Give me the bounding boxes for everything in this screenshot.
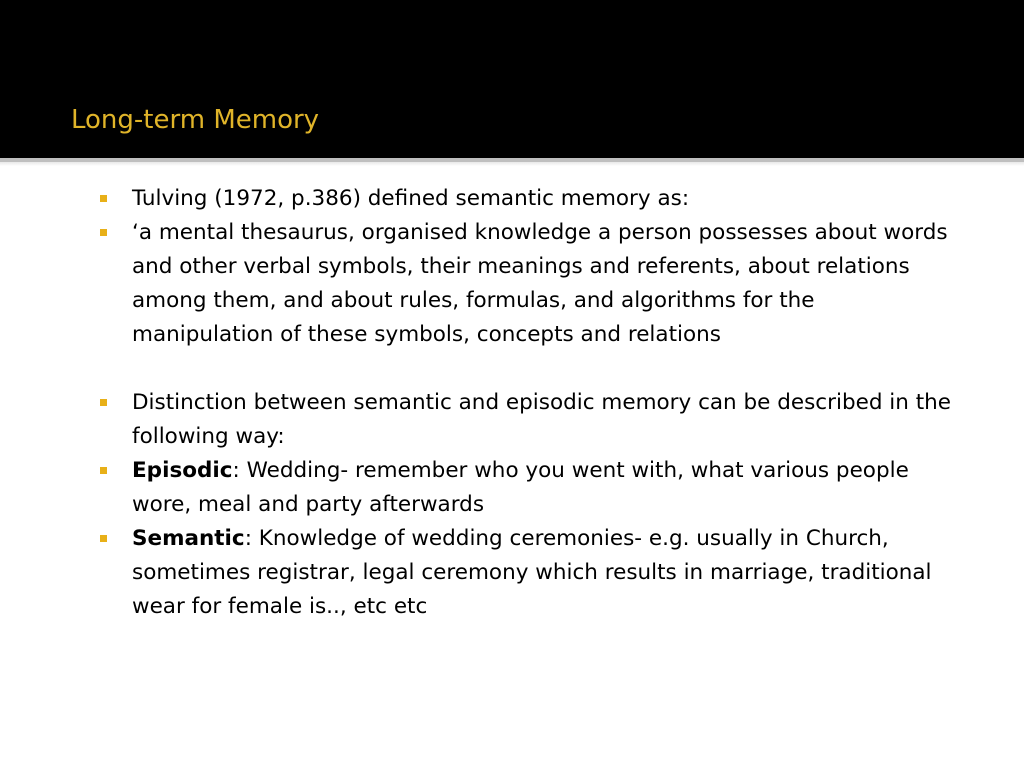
bullet-item bbox=[100, 522, 960, 624]
bullet-item bbox=[100, 216, 960, 352]
bullet-item bbox=[100, 454, 960, 522]
bullet-item bbox=[100, 386, 960, 454]
square-bullet-icon bbox=[100, 467, 107, 474]
square-bullet-icon bbox=[100, 535, 107, 542]
bullet-text: : Knowledge of wedding ceremonies- e.g. usually in Church, sometimes registrar, legal ceremony which results in marriage, traditional wear for female is.., etc etc bbox=[132, 526, 932, 619]
title-band bbox=[0, 0, 1024, 158]
bullet-term: Semantic bbox=[132, 526, 245, 551]
square-bullet-icon bbox=[100, 195, 107, 202]
title-divider-shadow bbox=[0, 162, 1024, 166]
bullet-text: : Wedding- remember who you went with, what various people wore, meal and party afterwards bbox=[132, 458, 909, 517]
bullet-term: Episodic bbox=[132, 458, 233, 483]
square-bullet-icon bbox=[100, 229, 107, 236]
bullet-list bbox=[100, 182, 960, 624]
slide-title: Long-term Memory bbox=[71, 105, 320, 135]
square-bullet-icon bbox=[100, 399, 107, 406]
bullet-text: Tulving (1972, p.386) defined semantic memory as: bbox=[132, 186, 690, 211]
bullet-text: ‘a mental thesaurus, organised knowledge a person possesses about words and other verbal symbols, their meanings and referents, about relations among them, and about rules, formulas, and algorithms for the manipulation of these symbols, concepts and relations bbox=[132, 220, 948, 347]
bullet-item bbox=[100, 182, 960, 216]
bullet-text: Distinction between semantic and episodic memory can be described in the following way: bbox=[132, 390, 952, 449]
